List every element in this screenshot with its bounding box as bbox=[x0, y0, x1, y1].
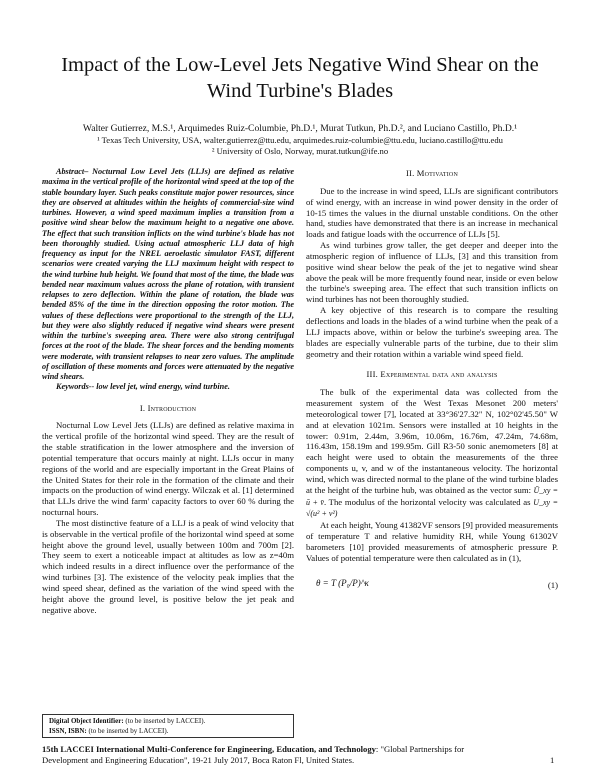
issn-line bbox=[49, 727, 287, 737]
keywords: Keywords-- low level jet, wind energy, wind turbine. bbox=[56, 382, 230, 392]
author-list: Walter Gutierrez, M.S.¹, Arquimedes Ruiz-Columbie, Ph.D.¹, Murat Tutkun, Ph.D.², and Luciano Castillo, Ph.D.¹ bbox=[82, 123, 518, 134]
doi-line bbox=[49, 717, 287, 727]
paper-title: Impact of the Low-Level Jets Negative Wind Shear on the Wind Turbine's Blades bbox=[61, 54, 539, 102]
section-heading-experimental: III. Experimental data and analysis bbox=[366, 369, 498, 380]
affiliation-1: ¹ Texas Tech University, USA, walter.gutierrez@ttu.edu, arquimedes.ruiz-columbie@ttu.edu, luciano.castillo@ttu.edu bbox=[97, 135, 503, 145]
experimental-paragraph-2: At each height, Young 41382VF sensors [9] provided measurements of temperature T and relative humidity RH, while Young 61302V barometers [10] provided measurements of atmospheric pressure P. Values of potential temperature were then calculated as in (1), bbox=[306, 520, 558, 563]
page-number: 1 bbox=[550, 755, 555, 765]
experimental-text-a: The bulk of the experimental data was collected from the measurement system of the West Texas Mesonet 200 meters' meteorological tower [7], located at 33°36'27.32" N, 102°02'45.50" W and at elevation 1021m. Sensors were installed at 10 heights in the tower: 0.91m, 2.44m, 3.96m, 10.06m, 16.76m, 47.24m, 74.68m, 116.43m, 158.19m and 199.95m. Gill R3-50 sonic anemometers [8] at each height were used to obtain the measurements of the three components u, v, and w of the instantaneous velocity. The horizontal wind, which was directed normal to the plane of the wind turbine blades at the height of the turbine hub, was obtained as the vector sum: bbox=[306, 387, 558, 495]
doi-value: (to be inserted by LACCEI). bbox=[125, 717, 206, 725]
footer-theme: : "Global Partnerships for Development and Engineering Education", 19-21 July 2017, Boca Raton Fl, United States. bbox=[42, 744, 465, 765]
affiliation-2: ² University of Oslo, Norway, murat.tutkun@ife.no bbox=[211, 146, 389, 156]
footer bbox=[42, 744, 512, 766]
section-heading-motivation: II. Motivation bbox=[405, 168, 458, 178]
doi-box bbox=[42, 714, 294, 738]
motivation-paragraph-3: A key objective of this research is to compare the resulting deflections and loads in the blades of a wind turbine when the peak of a LLJ impacts above, within or below the turbine's sweeping area. The blades are especially vulnerable parts of the turbine, due to their slim geometry and their rotation within a variable wind speed field. bbox=[306, 305, 558, 359]
abstract: Abstract– Nocturnal Low Level Jets (LLJs) are defined as relative maxima in the vertical profile of the horizontal wind speed at the top of the stable boundary layer. Such peaks constitute major power resources, since they are observed at altitudes within the heights of commercial-size wind turbines. However, a wind speed maximum implies a transition from a positive wind shear below the maximum height to a negative one above. The effect that such transition inflicts on the wind turbine's blade has not been thoroughly studied. Using actual atmospheric LLJ data of high frequency as input for the NREL aeroelastic simulator FAST, different scenarios were created varying the LLJ maximum height with respect to the wind turbine hub height. We found that most of the time, the blade was bended near maximum values across the plane of rotation, with transient relapses to zero deflection. Within the plane of rotation, the blade was bended 85% of the time in the direction opposing the rotor motion. The values of these deflections were proportional to the strength of the LLJ, but they were also slightly reduced if negative wind shears were present within the turbine's sweeping area. There were also strong centrifugal forces at the root of the blade. The shear forces and the bending moments were moderate, with transient relapses to near zero values. The amplitude of oscillation of these moments and forces were attenuated by the negative wind shears. bbox=[42, 167, 294, 381]
section-heading-introduction: I. Introduction bbox=[139, 402, 197, 413]
issn-label: ISSN, ISBN: bbox=[49, 726, 87, 735]
motivation-paragraph-1: Due to the increase in wind speed, LLJs are significant contributors of wind energy, with an increase in wind power density in the order of 10-15 times the values in the diurnal unstable conditions. On the other hand, studies have demonstrated that there is an increase in mechanical loads and fatigue loads with the occurrence of LLJs [5]. bbox=[306, 185, 558, 240]
modulus-formula: U_xy = √(u² + v²) bbox=[306, 497, 559, 519]
experimental-text-b: . The modulus of the horizontal velocity was calculated as bbox=[323, 496, 531, 507]
experimental-paragraph-1 bbox=[306, 387, 558, 520]
equation-1-body: θ = T (P₀/P)^κ bbox=[316, 577, 369, 588]
footer-conference: 15th LACCEI International Multi-Conference for Engineering, Education, and Technology bbox=[42, 744, 376, 754]
left-column bbox=[42, 167, 294, 616]
equation-1-number: (1) bbox=[547, 579, 558, 590]
intro-paragraph-2: The most distinctive feature of a LLJ is a peak of wind velocity that is observable in the vertical profile of the horizontal wind speed at some height above the ground level, usually between 100m and 700m [2]. They seem to exert a noticeable impact at altitudes as low as z=40m which indeed results in a direct influence over the performance of the wind turbines [3]. The existence of the velocity peak implies that the wind speed shear, defined as the variation of the wind speed with the height above the ground level, is positive below the jet peak and negative above. bbox=[42, 517, 294, 615]
doi-label: Digital Object Identifier: bbox=[49, 717, 124, 725]
issn-value: (to be inserted by LACCEI). bbox=[88, 726, 169, 735]
intro-paragraph-1: Nocturnal Low Level Jets (LLJs) are defined as relative maxima in the vertical profile of the horizontal wind speed. They are the result of the stable stratification in the lower atmosphere and the inversion of potential temperature that occurs mainly at night. LLJs occur in many regions of the world and are especially important in the Great Plains of the United States for their role in the formation of the climate and their impacts on the production of wind energy. Wilczak et al. [1] determined that LLJs drive the wind farm' capacity factors to over 60 % during the nocturnal hours. bbox=[42, 420, 294, 518]
right-column bbox=[306, 167, 558, 602]
motivation-paragraph-2: As wind turbines grow taller, the get deeper and deeper into the atmospheric region of influence of LLJs, [3] and this transition from positive wind shear below the peak of the jet to negative wind shear above the peak will be more frequently found near, inside or even below the turbine's sweeping area. The effect that such transition inflicts on wind turbines has not been thoroughly studied. bbox=[306, 240, 558, 305]
vector-sum-formula: Ū_xy = ū + v̄ bbox=[306, 485, 559, 507]
equation-1 bbox=[306, 572, 558, 602]
